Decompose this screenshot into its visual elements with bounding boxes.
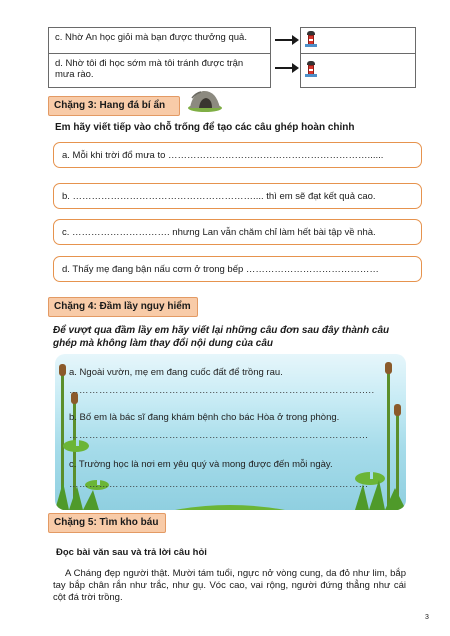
instruction-challenge-5: Đọc bài văn sau và trả lời câu hỏi — [56, 547, 207, 558]
instruction-challenge-3: Em hãy viết tiếp vào chỗ trống để tạo các câu ghép hoàn chỉnh — [55, 122, 355, 133]
sentence-b: b. Bố em là bác sĩ đang khám bệnh cho bác Hòa ở trong phòng. — [69, 412, 340, 423]
pond-scene — [55, 354, 406, 510]
table-row — [49, 54, 416, 88]
answer-line-c[interactable]: ……………………………………………………………………………... — [69, 479, 369, 490]
table-cell-image — [301, 28, 416, 54]
table-row — [49, 28, 416, 54]
instruction-challenge-4-line2: ghép mà không làm thay đổi nội dung của câu — [53, 338, 274, 349]
answer-line-a[interactable]: ……………………………………………………………………………..... — [69, 385, 375, 396]
arrow-right-icon — [275, 39, 297, 41]
section-title-challenge-4: Chặng 4: Đầm lầy nguy hiểm — [48, 297, 198, 317]
arrow-cell — [271, 54, 301, 88]
answer-box-c[interactable]: c. …………………………. nhưng Lan vẫn chăm chỉ làm hết bài tập về nhà. — [53, 219, 422, 245]
lily-pad-icon — [63, 440, 89, 452]
sentence-c: c. Trường học là nơi em yêu quý và mong được đến mỗi ngày. — [69, 459, 333, 470]
answer-box-a[interactable]: a. Mỗi khi trời đổ mưa to ………………………………………………………...... — [53, 142, 422, 168]
lighthouse-icon — [305, 61, 317, 77]
instruction-challenge-4-line1: Để vượt qua đầm lầy em hãy viết lại những câu đơn sau đây thành câu — [53, 325, 390, 336]
table-cell-text: c. Nhờ An học giỏi mà bạn được thưởng quả. — [49, 28, 271, 54]
page-number: 3 — [425, 614, 429, 621]
answer-box-b[interactable]: b. ………………………………………………….... thì em sẽ đạt kết quả cao. — [53, 183, 422, 209]
cave-icon — [187, 88, 223, 112]
answer-box-d[interactable]: d. Thấy mẹ đang bận nấu cơm ở trong bếp …………………………………… — [53, 256, 422, 282]
sentence-a: a. Ngoài vườn, mẹ em đang cuốc đất để trồng rau. — [69, 367, 283, 378]
reading-paragraph: A Cháng đẹp người thật. Mười tám tuổi, ngực nở vòng cung, da đỏ như lim, bắp tay bắp chân rắn như trắc, như gụ. Vóc cao, vai rộng, người đứng thẳng như cái cột đá trời trồng. — [53, 568, 406, 603]
section-title-challenge-5: Chặng 5: Tìm kho báu — [48, 513, 166, 533]
arrow-right-icon — [275, 67, 297, 69]
answer-line-b[interactable]: ……………………………………………………………………………... — [69, 430, 369, 441]
table-cell-image — [301, 54, 416, 88]
table-cell-text: d. Nhờ tôi đi học sớm mà tôi tránh được trận mưa rào. — [49, 54, 271, 88]
arrow-cell — [271, 28, 301, 54]
lighthouse-icon — [305, 31, 317, 47]
section-title-challenge-3: Chặng 3: Hang đá bí ẩn — [48, 96, 180, 116]
matching-table — [48, 27, 416, 88]
